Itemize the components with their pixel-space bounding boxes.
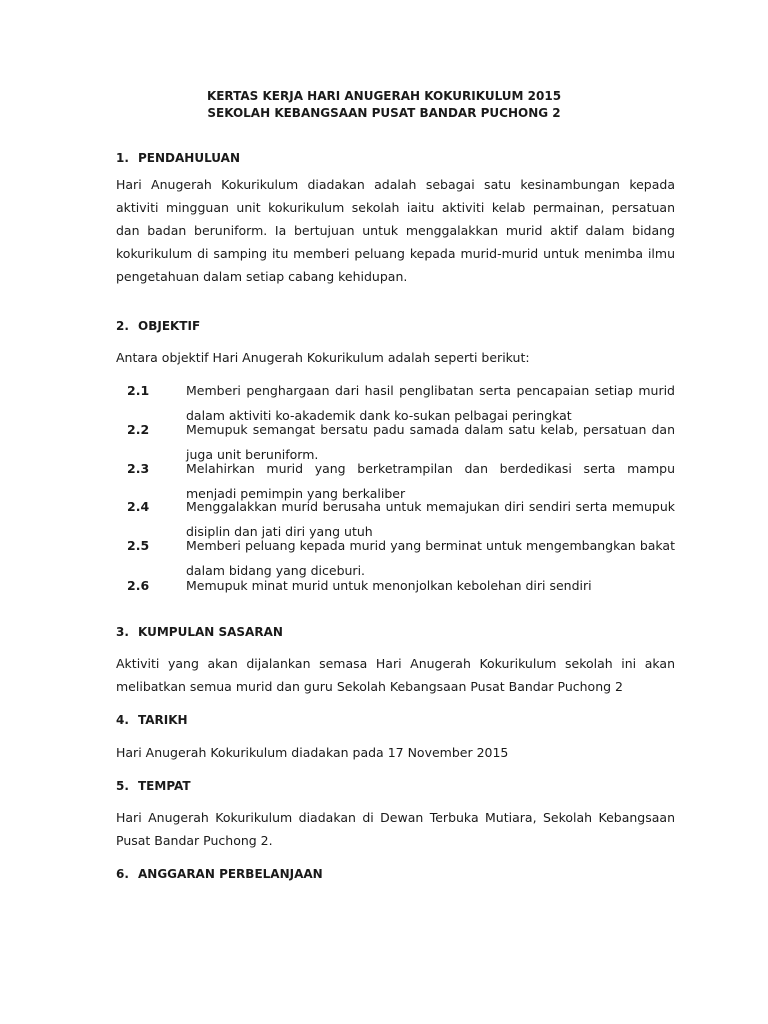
objective-line-2: menjadi pemimpin yang berkaliber bbox=[186, 486, 406, 501]
objective-number: 2.6 bbox=[127, 578, 150, 593]
objective-item bbox=[186, 578, 675, 594]
objective-line-2: dalam bidang yang diceburi. bbox=[186, 563, 366, 578]
objective-item bbox=[186, 538, 675, 579]
paragraph-line: Hari Anugerah Kokurikulum diadakan pada 17 November 2015 bbox=[116, 745, 509, 760]
paragraph-line: dan badan beruniform. Ia bertujuan untuk menggalakkan murid aktif dalam bidang bbox=[116, 223, 675, 238]
paragraph-line: Pusat Bandar Puchong 2. bbox=[116, 833, 273, 848]
objective-number: 2.3 bbox=[127, 461, 150, 476]
objective-line-1: Memupuk minat murid untuk menonjolkan kebolehan diri sendiri bbox=[186, 578, 592, 593]
section-heading-sasaran bbox=[116, 624, 283, 640]
section-heading-tarikh bbox=[116, 712, 188, 728]
tempat-paragraph bbox=[116, 806, 675, 852]
paragraph-line: melibatkan semua murid dan guru Sekolah Kebangsaan Pusat Bandar Puchong 2 bbox=[116, 679, 623, 694]
objektif-intro bbox=[116, 350, 675, 366]
paragraph-line: Antara objektif Hari Anugerah Kokurikulum adalah seperti berikut: bbox=[116, 350, 530, 365]
paragraph-line: Hari Anugerah Kokurikulum diadakan di Dewan Terbuka Mutiara, Sekolah Kebangsaan bbox=[116, 810, 675, 825]
objective-line-1: Melahirkan murid yang berketrampilan dan berdedikasi serta mampu bbox=[186, 461, 675, 476]
objective-line-2: juga unit beruniform. bbox=[186, 447, 319, 462]
objective-number: 2.2 bbox=[127, 422, 150, 437]
document-title bbox=[0, 88, 768, 122]
section-title: TARIKH bbox=[138, 713, 188, 727]
section-title: PENDAHULUAN bbox=[138, 151, 240, 165]
section-title: KUMPULAN SASARAN bbox=[138, 625, 283, 639]
objective-number: 2.5 bbox=[127, 538, 150, 553]
tarikh-paragraph bbox=[116, 745, 675, 761]
title-line-2: SEKOLAH KEBANGSAAN PUSAT BANDAR PUCHONG 2 bbox=[207, 106, 561, 120]
section-number: 4. bbox=[116, 713, 129, 727]
objective-item bbox=[186, 383, 675, 424]
objective-item bbox=[186, 461, 675, 502]
section-heading-objektif bbox=[116, 318, 200, 334]
section-title: ANGGARAN PERBELANJAAN bbox=[138, 867, 323, 881]
section-number: 5. bbox=[116, 779, 129, 793]
section-heading-tempat bbox=[116, 778, 191, 794]
objective-number: 2.1 bbox=[127, 383, 150, 398]
section-number: 6. bbox=[116, 867, 129, 881]
objective-line-2: disiplin dan jati diri yang utuh bbox=[186, 524, 373, 539]
paragraph-line: Aktiviti yang akan dijalankan semasa Hari Anugerah Kokurikulum sekolah ini akan bbox=[116, 656, 675, 671]
section-heading-anggaran bbox=[116, 866, 323, 882]
paragraph-line: aktiviti mingguan unit kokurikulum sekolah iaitu aktiviti kelab permainan, persatuan bbox=[116, 200, 675, 215]
paragraph-line: kokurikulum di samping itu memberi peluang kepada murid-murid untuk menimba ilmu bbox=[116, 246, 675, 261]
pendahuluan-paragraph bbox=[116, 173, 675, 288]
objective-item bbox=[186, 422, 675, 463]
section-number: 2. bbox=[116, 319, 129, 333]
title-line-1: KERTAS KERJA HARI ANUGERAH KOKURIKULUM 2015 bbox=[206, 89, 562, 103]
objective-line-1: Menggalakkan murid berusaha untuk memajukan diri sendiri serta memupuk bbox=[186, 499, 675, 514]
paragraph-line: Hari Anugerah Kokurikulum diadakan adalah sebagai satu kesinambungan kepada bbox=[116, 177, 675, 192]
sasaran-paragraph bbox=[116, 652, 675, 698]
section-number: 3. bbox=[116, 625, 129, 639]
objective-line-1: Memupuk semangat bersatu padu samada dalam satu kelab, persatuan dan bbox=[186, 422, 675, 437]
objective-number: 2.4 bbox=[127, 499, 150, 514]
objective-line-2: dalam aktiviti ko-akademik dank ko-sukan pelbagai peringkat bbox=[186, 408, 572, 423]
paragraph-line: pengetahuan dalam setiap cabang kehidupan. bbox=[116, 269, 408, 284]
objective-line-1: Memberi penghargaan dari hasil penglibatan serta pencapaian setiap murid bbox=[186, 383, 675, 398]
objective-item bbox=[186, 499, 675, 540]
objective-line-1: Memberi peluang kepada murid yang berminat untuk mengembangkan bakat bbox=[186, 538, 675, 553]
section-number: 1. bbox=[116, 151, 129, 165]
section-heading-pendahuluan bbox=[116, 150, 240, 166]
section-title: OBJEKTIF bbox=[138, 319, 201, 333]
section-title: TEMPAT bbox=[138, 779, 191, 793]
